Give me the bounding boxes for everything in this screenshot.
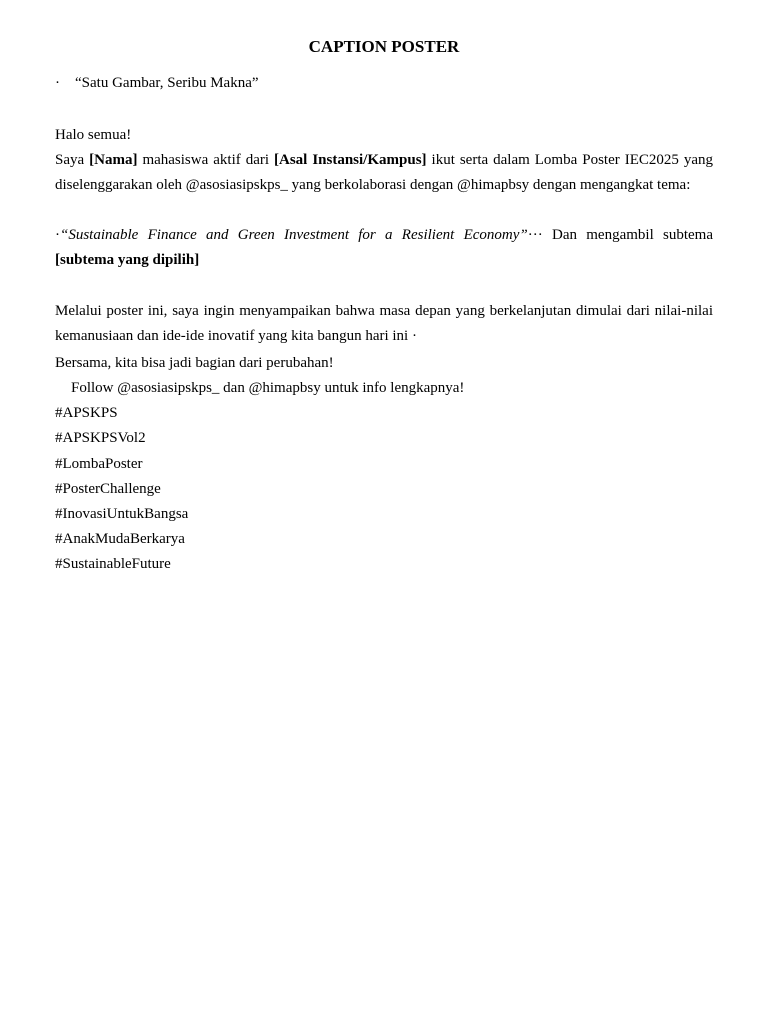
bullet-dot: · (55, 75, 60, 91)
hashtag: #AnakMudaBerkarya (55, 531, 185, 547)
intro-rest: ikut serta dalam Lomba Poster IEC2025 yang diselenggarakan oleh @asosiasipskps_ yang berkolaborasi dengan @himapbsy dengan mengangkat tema: (55, 152, 714, 193)
hashtag: #APSKPSVol2 (55, 430, 146, 446)
theme-paragraph (55, 223, 713, 273)
tagline-text: “Satu Gambar, Seribu Makna” (75, 75, 259, 91)
hashtag: #APSKPS (55, 405, 118, 421)
name-placeholder: [Nama] (89, 152, 138, 168)
hashtag: #InovasiUntukBangsa (55, 506, 189, 522)
page-title: CAPTION POSTER (308, 37, 460, 56)
institution-placeholder: [Asal Instansi/Kampus] (274, 152, 427, 168)
greeting: Halo semua! (55, 127, 132, 143)
theme-title: “Sustainable Finance and Green Investment for a Resilient Economy” (60, 227, 528, 243)
theme-prefix: · (55, 227, 60, 243)
intro-saya: Saya (55, 152, 90, 168)
together-line: Bersama, kita bisa jadi bagian dari perubahan! (55, 355, 334, 371)
message-paragraph: Melalui poster ini, saya ingin menyampaikan bahwa masa depan yang berkelanjutan dimulai dari nilai-nilai kemanusiaan dan ide-ide inovatif yang kita bangun hari ini · (55, 303, 713, 344)
tagline (55, 73, 259, 93)
follow-line: Follow @asosiasipskps_ dan @himapbsy untuk info lengkapnya! (71, 380, 465, 396)
hashtag: #LombaPoster (55, 456, 143, 472)
intro-paragraph (55, 148, 713, 198)
theme-after: ··· Dan mengambil subtema (527, 227, 714, 243)
subtheme-placeholder: [subtema yang dipilih] (55, 252, 200, 268)
hashtag: #SustainableFuture (55, 556, 171, 572)
hashtag: #PosterChallenge (55, 481, 161, 497)
intro-mid: mahasiswa aktif dari (137, 152, 275, 168)
